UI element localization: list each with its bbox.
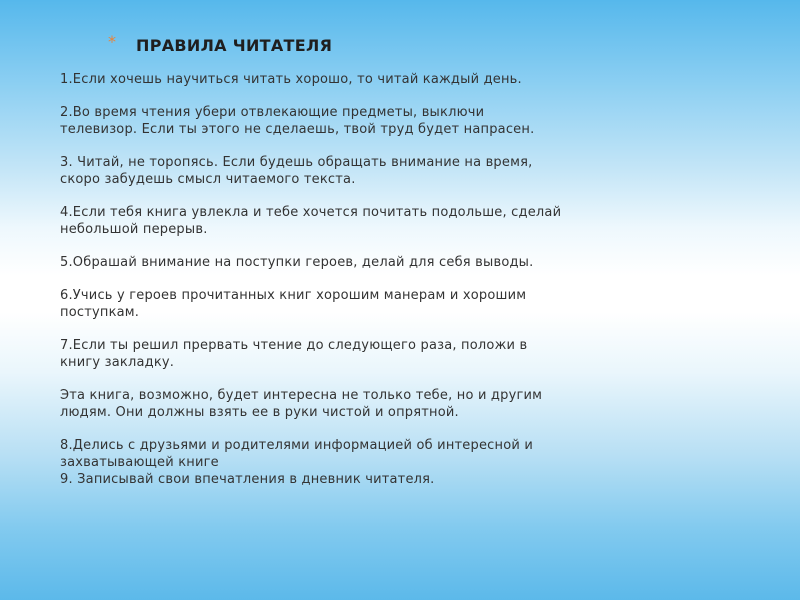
rule-8 <box>60 437 600 471</box>
rule-1 <box>60 71 600 88</box>
rule-note-line-2: людям. Они должны взять ее в руки чистой и опрятной. <box>60 405 459 420</box>
rule-4 <box>60 204 600 238</box>
rule-7-line-2: книгу закладку. <box>60 355 175 370</box>
rule-6-line-1: 6.Учись у героев прочитанных книг хорошим манерам и хорошим <box>60 288 527 303</box>
rule-2 <box>60 104 600 138</box>
rule-7 <box>60 337 600 371</box>
rules-list <box>60 71 600 488</box>
rule-4-line-2: небольшой перерыв. <box>60 222 208 237</box>
title-row <box>108 32 333 56</box>
rule-8-line-1: 8.Делись с друзьями и родителями информацией об интересной и <box>60 438 533 453</box>
rule-3 <box>60 154 600 188</box>
slide-title: ПРАВИЛА ЧИТАТЕЛЯ <box>136 36 333 55</box>
rule-9-text: 9. Записывай свои впечатления в дневник читателя. <box>60 472 435 487</box>
rule-8-line-2: захватывающей книге <box>60 455 219 470</box>
rule-2-line-1: 2.Во время чтения убери отвлекающие предметы, выключи <box>60 105 485 120</box>
rule-4-line-1: 4.Если тебя книга увлекла и тебе хочется почитать подольше, сделай <box>60 205 562 220</box>
rule-2-line-2: телевизор. Если ты этого не сделаешь, твой труд будет напрасен. <box>60 122 535 137</box>
rule-6-line-2: поступкам. <box>60 305 140 320</box>
rule-note <box>60 387 600 421</box>
rule-note-line-1: Эта книга, возможно, будет интересна не только тебе, но и другим <box>60 388 543 403</box>
rule-3-line-1: 3. Читай, не торопясь. Если будешь обращать внимание на время, <box>60 155 533 170</box>
rule-6 <box>60 287 600 321</box>
rule-1-text: 1.Если хочешь научиться читать хорошо, то читай каждый день. <box>60 72 522 87</box>
asterisk-bullet-icon: * <box>108 32 116 51</box>
rule-5 <box>60 254 600 271</box>
rule-9 <box>60 471 600 488</box>
rule-5-text: 5.Обрашай внимание на поступки героев, делай для себя выводы. <box>60 255 534 270</box>
rule-3-line-2: скоро забудешь смысл читаемого текста. <box>60 172 356 187</box>
rule-7-line-1: 7.Если ты решил прервать чтение до следующего раза, положи в <box>60 338 528 353</box>
